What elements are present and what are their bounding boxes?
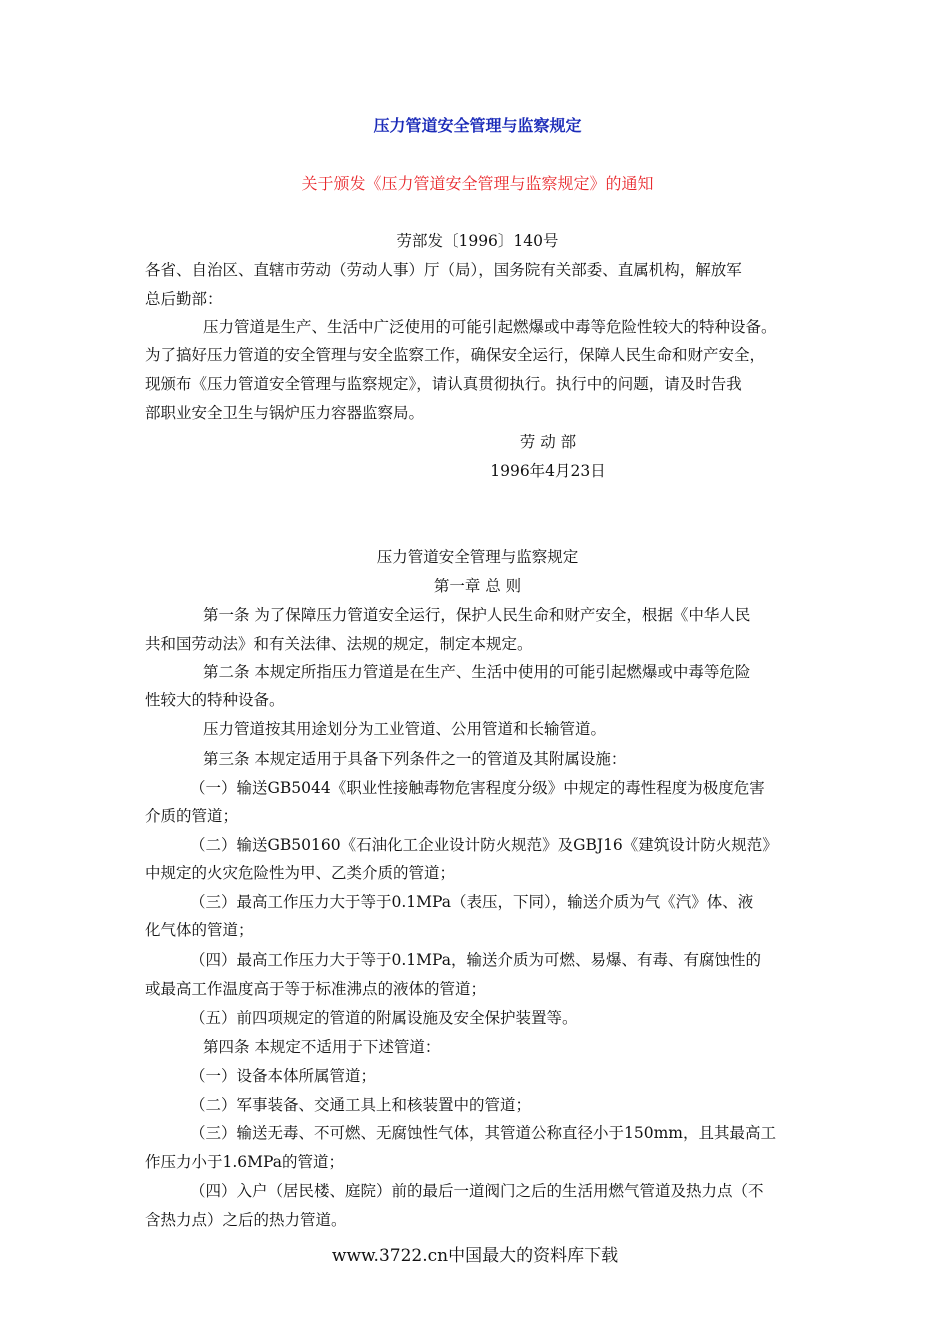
article-4-item-1: （一）设备本体所属管道； [190, 1067, 377, 1085]
article-4-item-4-line-2: 含热力点）之后的热力管道。 [145, 1211, 347, 1229]
article-3-item-3-line-2: 化气体的管道； [145, 921, 254, 939]
notice-paragraph-line-3: 现颁布《压力管道安全管理与监察规定》，请认真贯彻执行。执行中的问题，请及时告我 [145, 375, 742, 393]
article-3-item-3-line-1: （三）最高工作压力大于等于0.1MPa（表压，下同），输送介质为气《汽》体、液 [190, 893, 754, 911]
article-3-item-2-line-2: 中规定的火灾危险性为甲、乙类介质的管道； [145, 864, 456, 882]
article-2-line-1: 第二条 本规定所指压力管道是在生产、生活中使用的可能引起燃爆或中毒等危险 [203, 663, 751, 681]
article-4-item-2: （二）军事装备、交通工具上和核装置中的管道； [190, 1096, 532, 1114]
article-3-item-5: （五）前四项规定的管道的附属设施及安全保护装置等。 [190, 1009, 578, 1027]
article-3-item-4-line-2: 或最高工作温度高于等于标准沸点的液体的管道； [145, 980, 487, 998]
addressee-line-1: 各省、自治区、直辖市劳动（劳动人事）厅（局），国务院有关部委、直属机构，解放军 [145, 261, 742, 279]
article-4-item-4-line-1: （四）入户（居民楼、庭院）前的最后一道阀门之后的生活用燃气管道及热力点（不 [190, 1182, 764, 1200]
article-3-item-1-line-1: （一）输送GB5044《职业性接触毒物危害程度分级》中规定的毒性程度为极度危害 [190, 779, 765, 797]
article-1-line-2: 共和国劳动法》和有关法律、法规的规定，制定本规定。 [145, 635, 533, 653]
article-4-item-3-line-1: （三）输送无毒、不可燃、无腐蚀性气体，其管道公称直径小于150mm，且其最高工 [190, 1124, 776, 1142]
article-3-line-1: 第三条 本规定适用于具备下列条件之一的管道及其附属设施： [203, 750, 627, 768]
regulation-title: 压力管道安全管理与监察规定 [376, 548, 579, 566]
notice-paragraph-line-2: 为了搞好压力管道的安全管理与安全监察工作，确保安全运行，保障人民生命和财产安全， [145, 346, 766, 364]
chapter-heading: 第一章 总 则 [433, 577, 522, 595]
issuer-signature: 劳 动 部 [519, 433, 577, 451]
notice-paragraph-line-1: 压力管道是生产、生活中广泛使用的可能引起燃爆或中毒等危险性较大的特种设备。 [203, 318, 777, 336]
document-number: 劳部发〔1996〕140号 [396, 232, 559, 250]
article-4-item-3-line-2: 作压力小于1.6MPa的管道； [145, 1153, 344, 1171]
issue-date: 1996年4月23日 [490, 462, 606, 480]
notice-title: 关于颁发《压力管道安全管理与监察规定》的通知 [301, 174, 654, 193]
page-title: 压力管道安全管理与监察规定 [373, 116, 582, 135]
article-3-item-2-line-1: （二）输送GB50160《石油化工企业设计防火规范》及GBJ16《建筑设计防火规范》 [190, 836, 778, 854]
article-2-line-3: 压力管道按其用途划分为工业管道、公用管道和长输管道。 [203, 720, 607, 738]
notice-paragraph-line-4: 部职业安全卫生与锅炉压力容器监察局。 [145, 404, 425, 422]
article-2-line-2: 性较大的特种设备。 [145, 691, 285, 709]
article-3-item-4-line-1: （四）最高工作压力大于等于0.1MPa，输送介质为可燃、易爆、有毒、有腐蚀性的 [190, 951, 761, 969]
footer-watermark-text: www.3722.cn中国最大的资料库下载 [331, 1246, 619, 1266]
article-3-item-1-line-2: 介质的管道； [145, 807, 239, 825]
article-1-line-1: 第一条 为了保障压力管道安全运行，保护人民生命和财产安全，根据《中华人民 [203, 606, 751, 624]
article-4-line-1: 第四条 本规定不适用于下述管道： [203, 1038, 441, 1056]
addressee-line-2: 总后勤部： [145, 290, 223, 308]
